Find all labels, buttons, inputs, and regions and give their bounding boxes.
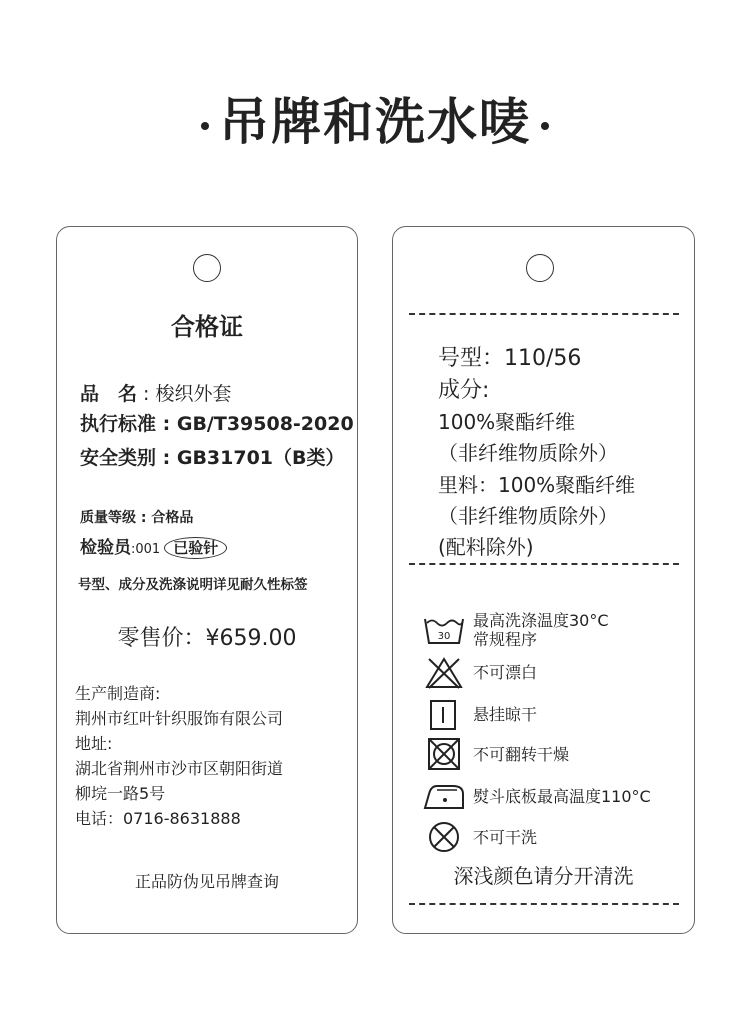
quality-label: 质量等级 [80, 510, 136, 526]
product-name-label: 品 名 [80, 383, 138, 405]
certificate-title: 合格证 [171, 313, 243, 341]
safety-label: 安全类别 [80, 447, 157, 469]
wash-note: 深浅颜色请分开清洗 [453, 864, 634, 888]
certificate-tag [56, 226, 358, 934]
size-line: 号型：110/56 [438, 346, 582, 371]
composition-line-2: （非纤维物质除外） [438, 441, 618, 465]
maker-block [75, 682, 283, 830]
care-label-wash: 最高洗涤温度30°C [473, 611, 609, 630]
product-name-value: 梭织外套 [155, 383, 232, 405]
tag-hole [193, 254, 221, 282]
care-label-iron: 熨斗底板最高温度110°C [473, 787, 651, 806]
care-label-dry-clean: 不可干洗 [473, 828, 538, 847]
no-dry-clean-icon [423, 821, 465, 853]
inspection-stamp: 已验针 [164, 537, 227, 559]
quality-row: 质量等级 : 合格品 [80, 510, 194, 526]
safety-value: GB31701（B类） [176, 447, 345, 469]
composition-line-1: 100%聚酯纤维 [438, 410, 576, 434]
dashed-divider [409, 313, 679, 315]
title-dot-right [541, 122, 549, 130]
lining-line-2: （非纤维物质除外） [438, 504, 618, 528]
standard-value: GB/T39508-2020 [176, 413, 354, 435]
page-title-text: 吊牌和洗水唛 [219, 93, 531, 151]
anti-fake-note: 正品防伪见吊牌查询 [134, 872, 279, 891]
no-bleach-icon [423, 657, 465, 689]
price-label: 零售价 [117, 626, 184, 651]
lining-line-1: 里料：100%聚酯纤维 [438, 473, 636, 497]
price-value: ¥659.00 [205, 626, 297, 651]
standard-label: 执行标准 [80, 413, 157, 435]
phone: 电话：0716-8631888 [75, 809, 241, 828]
inspector-code: :001 [131, 542, 161, 557]
iron-110-icon [423, 780, 465, 812]
care-label-bleach: 不可漂白 [473, 663, 538, 682]
no-tumble-dry-icon [423, 738, 465, 770]
maker-name: 荆州市红叶针织服饰有限公司 [75, 709, 284, 728]
address-line-2: 柳垸一路5号 [75, 784, 166, 803]
dashed-divider [409, 903, 679, 905]
inspector-row [80, 533, 227, 559]
title-dot-left [201, 122, 209, 130]
wash-30-icon [423, 615, 465, 647]
price-row: 零售价：¥659.00 [117, 626, 297, 651]
inspector-label: 检验员 [80, 538, 131, 558]
care-label-tumble: 不可翻转干燥 [473, 745, 570, 764]
care-label-hang-dry: 悬挂晾干 [473, 705, 538, 724]
care-label-tag [392, 226, 695, 934]
lining-line-3: (配料除外) [438, 535, 534, 559]
address-label: 地址: [75, 734, 113, 753]
tag-hole [526, 254, 554, 282]
dashed-divider [409, 563, 679, 565]
maker-label: 生产制造商: [75, 684, 161, 703]
standard-row: 执行标准 : GB/T39508-2020 [80, 413, 354, 435]
quality-value: 合格品 [151, 510, 194, 526]
composition-label: 成分: [438, 378, 490, 403]
product-name-row: 品 名 : 梭织外套 [80, 383, 232, 405]
care-label-wash-2: 常规程序 [473, 630, 538, 649]
label-note: 号型、成分及洗涤说明详见耐久性标签 [78, 577, 308, 593]
address-line-1: 湖北省荆州市沙市区朝阳街道 [75, 759, 284, 778]
wash-temp-text: 30 [437, 631, 451, 642]
hang-dry-icon [423, 699, 465, 731]
page-title [0, 82, 750, 154]
safety-row: 安全类别 : GB31701（B类） [80, 447, 345, 469]
